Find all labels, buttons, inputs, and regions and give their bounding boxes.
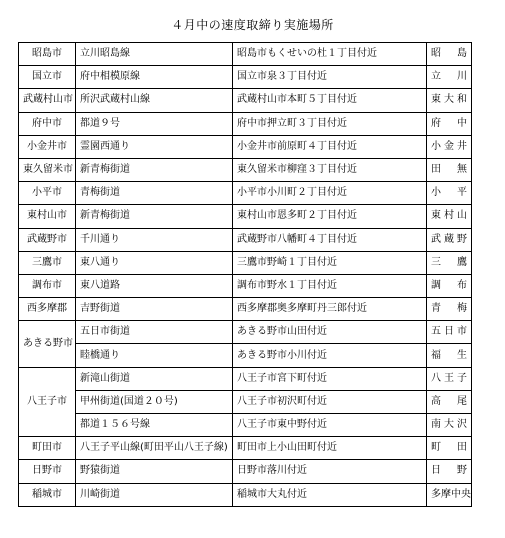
municipality-cell: 町田市 — [19, 437, 76, 460]
road-name-cell: 府中相模原線 — [76, 66, 233, 89]
location-cell: 府中市押立町３丁目付近 — [233, 112, 427, 135]
municipality-cell: 小金井市 — [19, 135, 76, 158]
police-station-cell: 田 無 — [427, 158, 472, 181]
police-station-cell: 八王子 — [427, 367, 472, 390]
location-cell: 西多摩郡奥多摩町丹三郎付近 — [233, 298, 427, 321]
table-row — [19, 344, 472, 367]
police-station-cell: 立 川 — [427, 66, 472, 89]
road-name-cell: 青梅街道 — [76, 182, 233, 205]
road-name-cell: 川崎街道 — [76, 483, 233, 506]
enforcement-locations-table — [18, 42, 472, 507]
location-cell: あきる野市山田付近 — [233, 321, 427, 344]
location-cell: 稲城市大丸付近 — [233, 483, 427, 506]
police-station-cell: 府 中 — [427, 112, 472, 135]
road-name-cell: 新青梅街道 — [76, 158, 233, 181]
municipality-cell: 昭島市 — [19, 43, 76, 66]
police-station-cell: 武蔵野 — [427, 228, 472, 251]
location-cell: 町田市上小山田町付近 — [233, 437, 427, 460]
table-row — [19, 390, 472, 413]
table-row — [19, 228, 472, 251]
table-row — [19, 182, 472, 205]
road-name-cell: 立川昭島線 — [76, 43, 233, 66]
table-row — [19, 251, 472, 274]
municipality-cell: 府中市 — [19, 112, 76, 135]
location-cell: 東久留米市柳窪３丁目付近 — [233, 158, 427, 181]
location-cell: 武蔵村山市本町５丁目付近 — [233, 89, 427, 112]
table-row — [19, 321, 472, 344]
road-name-cell: 新青梅街道 — [76, 205, 233, 228]
location-cell: 小平市小川町２丁目付近 — [233, 182, 427, 205]
table-row — [19, 135, 472, 158]
police-station-cell: 東大和 — [427, 89, 472, 112]
location-cell: 昭島市もくせいの杜１丁目付近 — [233, 43, 427, 66]
municipality-cell: 小平市 — [19, 182, 76, 205]
police-station-cell: 三 鷹 — [427, 251, 472, 274]
table-row — [19, 367, 472, 390]
police-station-cell: 南大沢 — [427, 414, 472, 437]
table-row — [19, 205, 472, 228]
police-station-cell: 調 布 — [427, 274, 472, 297]
municipality-cell: 三鷹市 — [19, 251, 76, 274]
police-station-cell: 高 尾 — [427, 390, 472, 413]
road-name-cell: 八王子平山線(町田平山八王子線) — [76, 437, 233, 460]
police-station-cell: 東村山 — [427, 205, 472, 228]
table-row — [19, 274, 472, 297]
table-row — [19, 43, 472, 66]
road-name-cell: 都道１５６号線 — [76, 414, 233, 437]
table-row — [19, 89, 472, 112]
location-cell: 東村山市恩多町２丁目付近 — [233, 205, 427, 228]
table-row — [19, 437, 472, 460]
location-cell: 八王子市宮下町付近 — [233, 367, 427, 390]
police-station-cell: 昭 島 — [427, 43, 472, 66]
location-cell: 八王子市初沢町付近 — [233, 390, 427, 413]
police-station-cell: 日 野 — [427, 460, 472, 483]
table-row — [19, 460, 472, 483]
table-row — [19, 112, 472, 135]
municipality-cell: あきる野市 — [19, 321, 76, 367]
municipality-cell: 調布市 — [19, 274, 76, 297]
table-row — [19, 66, 472, 89]
location-cell: 三鷹市野崎１丁目付近 — [233, 251, 427, 274]
road-name-cell: 新滝山街道 — [76, 367, 233, 390]
road-name-cell: 東八通り — [76, 251, 233, 274]
road-name-cell: 霊園西通り — [76, 135, 233, 158]
road-name-cell: 東八道路 — [76, 274, 233, 297]
municipality-cell: 東村山市 — [19, 205, 76, 228]
municipality-cell: 西多摩郡 — [19, 298, 76, 321]
table-row — [19, 483, 472, 506]
police-station-cell: 多摩中央 — [427, 483, 472, 506]
police-station-cell: 町 田 — [427, 437, 472, 460]
police-station-cell: 小金井 — [427, 135, 472, 158]
road-name-cell: 所沢武蔵村山線 — [76, 89, 233, 112]
document-title: ４月中の速度取締り実施場所 — [171, 18, 334, 32]
location-cell: 調布市野水１丁目付近 — [233, 274, 427, 297]
location-cell: 八王子市東中野付近 — [233, 414, 427, 437]
road-name-cell: 都道９号 — [76, 112, 233, 135]
police-station-cell: 福 生 — [427, 344, 472, 367]
table-body — [19, 43, 472, 507]
police-station-cell: 青 梅 — [427, 298, 472, 321]
table-row — [19, 414, 472, 437]
road-name-cell: 甲州街道(国道２０号) — [76, 390, 233, 413]
police-station-cell: 小 平 — [427, 182, 472, 205]
municipality-cell: 東久留米市 — [19, 158, 76, 181]
road-name-cell: 千川通り — [76, 228, 233, 251]
table-row — [19, 158, 472, 181]
road-name-cell: 野猿街道 — [76, 460, 233, 483]
location-cell: 小金井市前原町４丁目付近 — [233, 135, 427, 158]
municipality-cell: 武蔵村山市 — [19, 89, 76, 112]
municipality-cell: 八王子市 — [19, 367, 76, 437]
municipality-cell: 日野市 — [19, 460, 76, 483]
municipality-cell: 武蔵野市 — [19, 228, 76, 251]
location-cell: 武蔵野市八幡町４丁目付近 — [233, 228, 427, 251]
road-name-cell: 五日市街道 — [76, 321, 233, 344]
location-cell: 国立市泉３丁目付近 — [233, 66, 427, 89]
location-cell: 日野市落川付近 — [233, 460, 427, 483]
road-name-cell: 吉野街道 — [76, 298, 233, 321]
location-cell: あきる野市小川付近 — [233, 344, 427, 367]
police-station-cell: 五日市 — [427, 321, 472, 344]
municipality-cell: 稲城市 — [19, 483, 76, 506]
road-name-cell: 睦橋通り — [76, 344, 233, 367]
municipality-cell: 国立市 — [19, 66, 76, 89]
table-row — [19, 298, 472, 321]
